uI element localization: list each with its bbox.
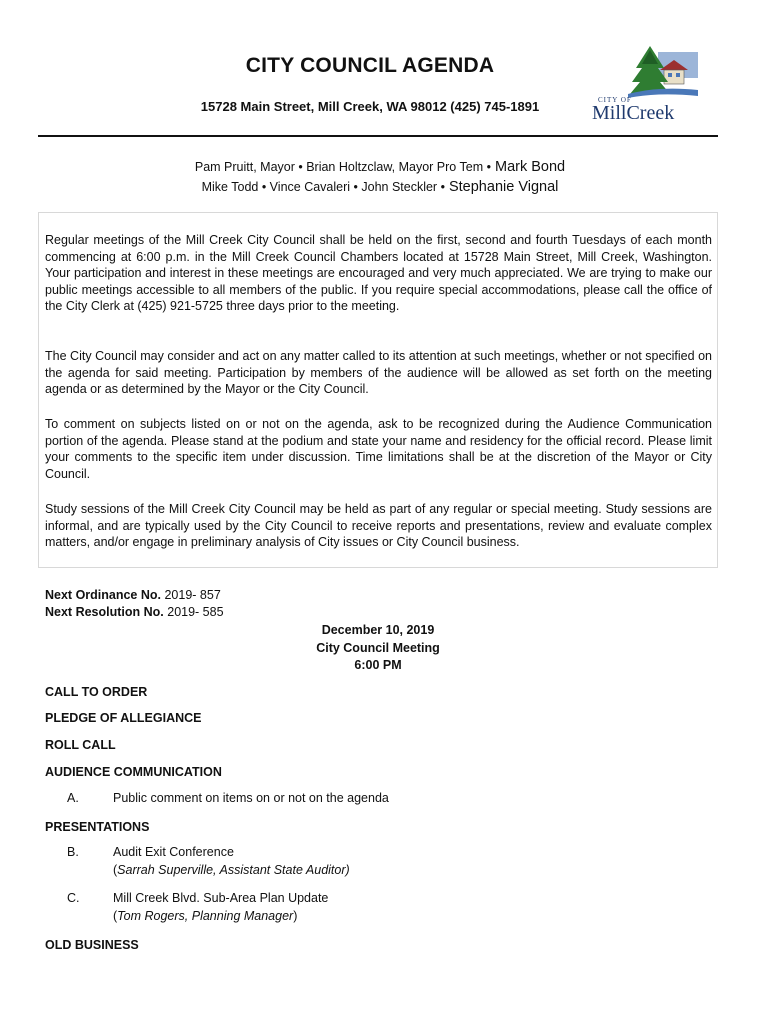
item-c-text: Mill Creek Blvd. Sub-Area Plan Update [113,891,329,905]
item-c-close-paren: ) [293,909,298,923]
info-paragraph-comment: To comment on subjects listed on or not on the agenda, ask to be recognized during the Audience Communication portion of the agenda. Please stand at the podium and state your name and residency for the official record. Please limit your comments to the specific item under discussion. Time limitations shall be at the discretion of the Mayor or City Council. [45,417,712,481]
item-b-letter: B. [67,845,79,859]
section-presentations: PRESENTATIONS [45,820,150,834]
section-pledge: PLEDGE OF ALLEGIANCE [45,711,202,725]
meeting-name: City Council Meeting [316,641,440,655]
council-members-line-1 [0,159,760,175]
meeting-time: 6:00 PM [354,658,402,672]
section-call-to-order: CALL TO ORDER [45,685,148,699]
section-old-business: OLD BUSINESS [45,938,139,952]
info-paragraph-study-sessions: Study sessions of the Mill Creek City Council may be held as part of any regular or special meeting. Study sessions are informal, and are typically used by the City Council to receive reports and presentations, review and evaluate complex matters, and/or engage in preliminary analysis of City issues or City Council business. [45,502,712,550]
item-b-presenter-name: Sarrah Superville, Assistant State Auditor) [117,863,350,877]
item-c-presenter [113,909,297,923]
council-members-line-2 [0,179,760,195]
item-a-text: Public comment on items on or not on the agenda [113,791,389,805]
item-a-letter: A. [67,791,79,805]
section-roll-call: ROLL CALL [45,738,116,752]
council-line-2a: Mike Todd • Vince Cavaleri • John Steckler • [201,180,445,194]
section-audience-communication: AUDIENCE COMMUNICATION [45,765,222,779]
city-address: 15728 Main Street, Mill Creek, WA 98012 (425) 745-1891 [200,99,540,114]
resolution-label: Next Resolution No. [45,605,164,619]
council-line-1b: Mark Bond [490,159,566,175]
item-c-presenter-name: Tom Rogers, Planning Manager [117,909,294,923]
logo-city-of: CITY OF [598,96,632,104]
ordinance-value: 2019- 857 [161,588,221,602]
next-resolution [45,605,224,619]
meeting-date: December 10, 2019 [321,623,435,637]
next-ordinance [45,588,221,602]
council-line-2b: Stephanie Vignal [444,179,559,195]
mill-creek-logo [588,44,712,122]
item-c-open-paren: ( [113,909,118,923]
header-divider [38,135,718,137]
resolution-value: 2019- 585 [163,605,224,619]
item-b-presenter [113,863,350,877]
item-c-letter: C. [67,891,80,905]
info-paragraph-regular-meetings: Regular meetings of the Mill Creek City Council shall be held on the first, second and fourth Tuesdays of each month commencing at 6:00 p.m. in the Mill Creek Council Chambers located at 15728 Main Street, Mill Creek, Washington. Your participation and interest in these meetings are encouraged and very much appreciated. We are trying to make our public meetings accessible to all members of the public. If you require special accommodations, please call the office of the City Clerk at (425) 921-5725 three days prior to the meeting. [45,233,712,314]
logo-wordmark: MillCreek [592,102,675,122]
info-paragraph-consider-act: The City Council may consider and act on any matter called to its attention at such meetings, whether or not specified on the agenda for said meeting. Participation by members of the audience will be allowed as set forth on the meeting agenda or as determined by the Mayor or the City Council. [45,349,712,397]
ordinance-label: Next Ordinance No. [45,588,161,602]
council-line-1a: Pam Pruitt, Mayor • Brian Holtzclaw, Mayor Pro Tem • [194,160,491,174]
page-title: CITY COUNCIL AGENDA [245,54,495,77]
item-b-text: Audit Exit Conference [113,845,234,859]
item-b-open-paren: ( [113,863,118,877]
